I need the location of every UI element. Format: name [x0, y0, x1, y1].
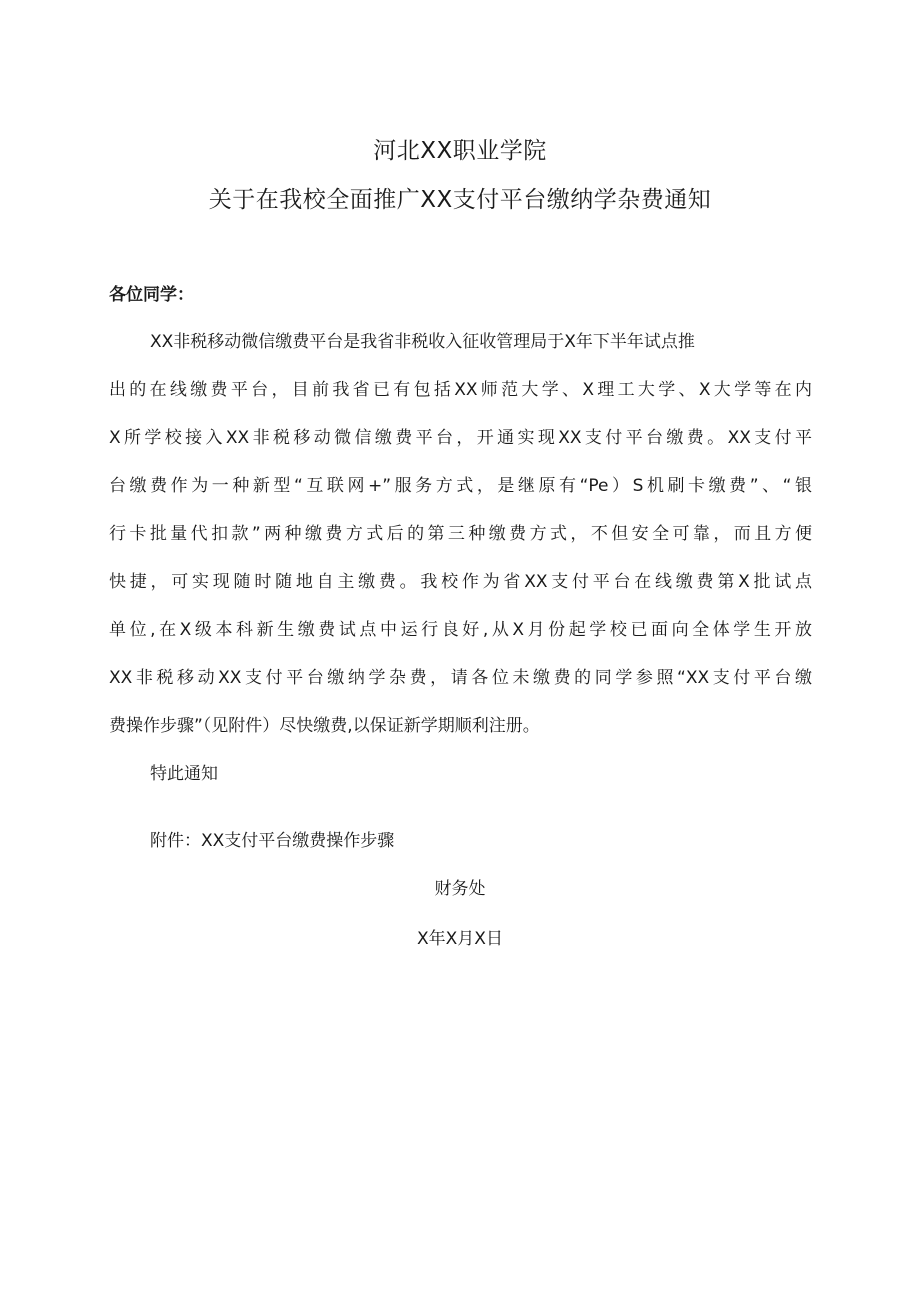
- paragraph-line: X所学校接入XX非税移动微信缴费平台，开通实现XX支付平台缴费。XX支付平: [109, 428, 812, 448]
- paragraph-line: 出的在线缴费平台，目前我省已有包括XX师范大学、X理工大学、X大学等在内: [109, 380, 812, 400]
- paragraph-line: 行卡批量代扣款”两种缴费方式后的第三种缴费方式，不但安全可靠，而且方便: [109, 524, 812, 544]
- attachment-line: 附件：XX支付平台缴费操作步骤: [150, 831, 395, 851]
- paragraph-line: XX非税移动XX支付平台缴纳学杂费，请各位未缴费的同学参照“XX支付平台缴: [109, 668, 812, 688]
- paragraph-line: XX非税移动微信缴费平台是我省非税收入征收管理局于X年下半年试点推: [150, 332, 695, 352]
- document-subtitle: 关于在我校全面推广XX支付平台缴纳学杂费通知: [208, 187, 712, 213]
- salutation: 各位同学：: [109, 285, 194, 305]
- department-signature: 财务处: [434, 879, 486, 899]
- date-line: X年X月X日: [417, 929, 503, 949]
- paragraph-line: 单位,在X级本科新生缴费试点中运行良好,从X月份起学校已面向全体学生开放: [109, 620, 812, 640]
- paragraph-line: 快捷，可实现随时随地自主缴费。我校作为省XX支付平台在线缴费第X批试点: [109, 572, 812, 592]
- closing-text: 特此通知: [150, 764, 218, 784]
- paragraph-line: 费操作步骤”（见附件）尽快缴费,以保证新学期顺利注册。: [109, 716, 540, 736]
- paragraph-line: 台缴费作为一种新型“互联网+”服务方式，是继原有“Pe）S机刷卡缴费”、“银: [109, 476, 812, 496]
- document-title: 河北XX职业学院: [373, 138, 547, 164]
